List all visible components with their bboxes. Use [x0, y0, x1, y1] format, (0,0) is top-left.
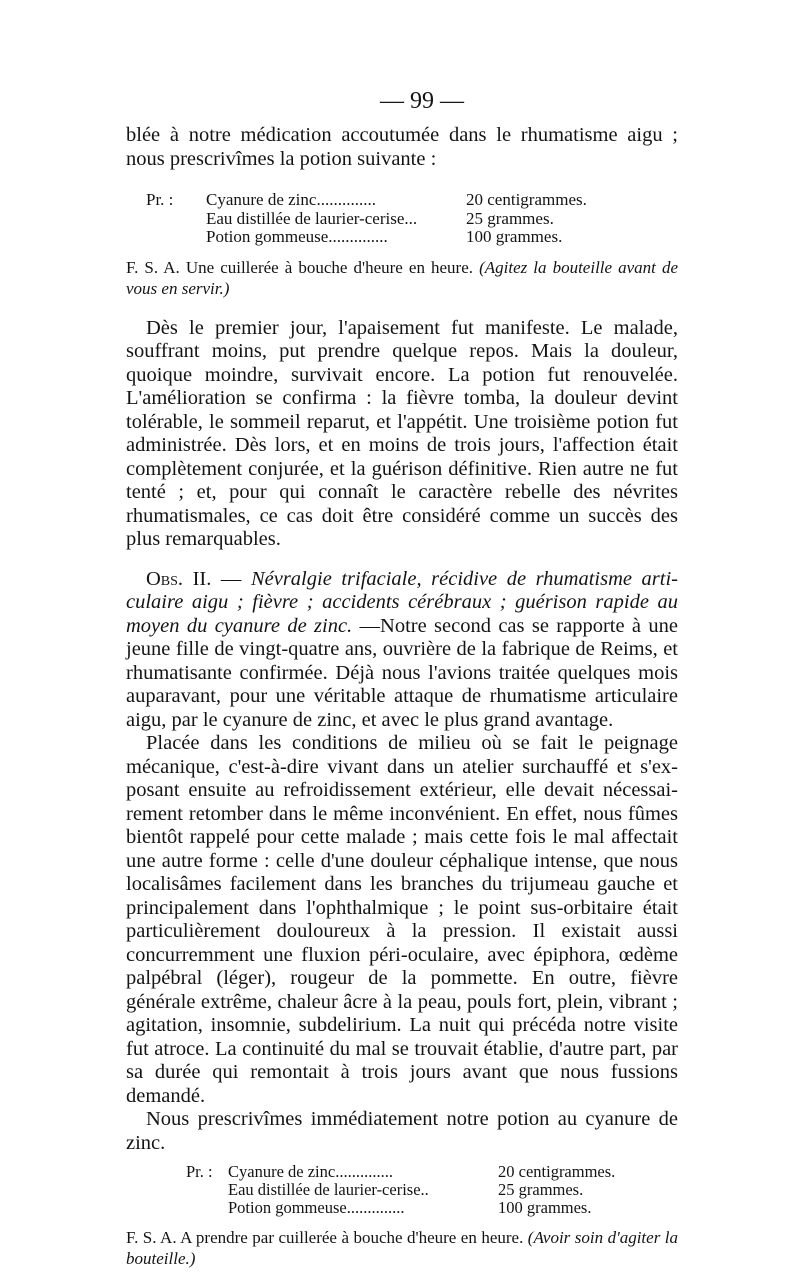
posology-instruction-2: [126, 1227, 678, 1269]
formula-row: [186, 1163, 678, 1181]
ingredient-name: Potion gommeuse..............: [206, 227, 388, 246]
posology-note: (Avoir soin d'agiter la bouteille.): [126, 1228, 678, 1268]
ingredient-name: Cyanure de zinc..............: [228, 1162, 393, 1181]
prescription-intro-paragraph: Nous prescrivîmes immédiatement notre potion au cyanure de zinc.: [126, 1108, 678, 1154]
document-page: [126, 86, 678, 1287]
prescription-label: Pr. :: [186, 1162, 213, 1181]
observation-dash: —: [211, 567, 251, 590]
ingredient-dose: 100 grammes.: [498, 1198, 592, 1217]
posology-instruction-1: [126, 257, 678, 299]
formula-row: [146, 210, 678, 229]
ingredient-name: Potion gommeuse..............: [228, 1198, 405, 1217]
result-paragraph: Dès le premier jour, l'apaisement fut manifeste. Le malade, souffrant moins, put prendre quelque repos. Mais la douleur, quoique moindre, survivait encore. La potion fut renouvelée. L'amélioration se confirma : la fièvre tomba, la douleur devint tolérable, le sommeil reparut, et l'appétit. Une troisième potion fut administrée. Dès lors, et en moins de trois jours, l'affection était complètement conjurée, et la guérison définitive. Rien autre ne fut tenté ; et, pour qui connaît le caractère rebelle des névrites rhumatismales, ce cas doit être considéré comme un succès des plus remarquables.: [126, 316, 678, 550]
prescription-formula-1: [146, 191, 678, 247]
ingredient-name: Eau distillée de laurier-cerise...: [206, 208, 418, 228]
ingredient-dose: 100 grammes.: [466, 227, 563, 246]
posology-text: F. S. A. A prendre par cuillerée à bouche d'heure en heure.: [126, 1228, 524, 1247]
prescription-formula-2: [186, 1163, 678, 1217]
observation-title: Névralgie trifaciale, récidive de rhumatisme articulaire aigu ; fièvre ; accidents cérébraux ; guérison rapide au moyen du cyanure de zinc.: [126, 567, 678, 637]
observation-text: —Notre second cas se rapporte à une jeune fille de vingt-quatre ans, ouvrière de la fabrique de Reims, et rhumatisante confirmée. Déjà nous l'avions traitée quelques mois auparavant, pour une véritable attaque de rhumatisme articulaire aigu, par le cyanure de zinc, et avec le plus grand avantage.: [126, 614, 678, 731]
posology-text: F. S. A. Une cuillerée à bouche d'heure en heure.: [126, 257, 474, 277]
formula-row: [146, 191, 678, 210]
ingredient-name: Eau distillée de laurier-cerise..: [228, 1180, 429, 1199]
intro-paragraph: blée à notre médication accoutumée dans le rhumatisme aigu ; nous prescrivîmes la potion suivante :: [126, 124, 678, 170]
case-description-paragraph: Placée dans les conditions de milieu où se fait le peignage mécanique, c'est-à-dire vivant dans un atelier surchauffé et s'exposant ensuite au refroidissement extérieur, elle devait nécessairement retomber dans le même inconvénient. En effet, nous fûmes bientôt rappelé pour cette malade ; mais cette fois le mal affectait une autre forme : celle d'une douleur céphalique intense, que nous localisâmes facilement dans les branches du trijumeau gauche et principalement dans l'ophthalmique ; le point sus-orbitaire était particulièrement douloureux à la pression. Il existait aussi concurremment une fluxion péri-oculaire, avec épiphora, œdème palpébral (léger), rougeur de la pommette. En outre, fièvre générale extrême, chaleur âcre à la peau, pouls fort, plein, vibrant ; agitation, insomnie, subdelirium. La nuit qui précéda notre visite fut atroce. La continuité du mal se trouvait établie, d'autre part, par sa durée qui remontait à trois jours avant que nous fussions demandé.: [126, 732, 678, 1107]
observation-paragraph: [126, 568, 678, 733]
page-number: — 99 —: [380, 88, 464, 114]
formula-row: [146, 228, 678, 247]
prescription-label: Pr. :: [146, 190, 174, 209]
formula-row: [186, 1181, 678, 1199]
ingredient-dose: 20 centigrammes.: [498, 1162, 616, 1181]
formula-row: [186, 1199, 678, 1217]
ingredient-dose: 20 centigrammes.: [466, 190, 587, 209]
ingredient-dose: 25 grammes.: [466, 208, 554, 228]
ingredient-dose: 25 grammes.: [498, 1180, 584, 1199]
observation-label: Obs. II.: [146, 567, 212, 590]
posology-note: (Agitez la bouteille avant de vous en servir.): [126, 257, 678, 298]
ingredient-name: Cyanure de zinc..............: [206, 190, 376, 209]
